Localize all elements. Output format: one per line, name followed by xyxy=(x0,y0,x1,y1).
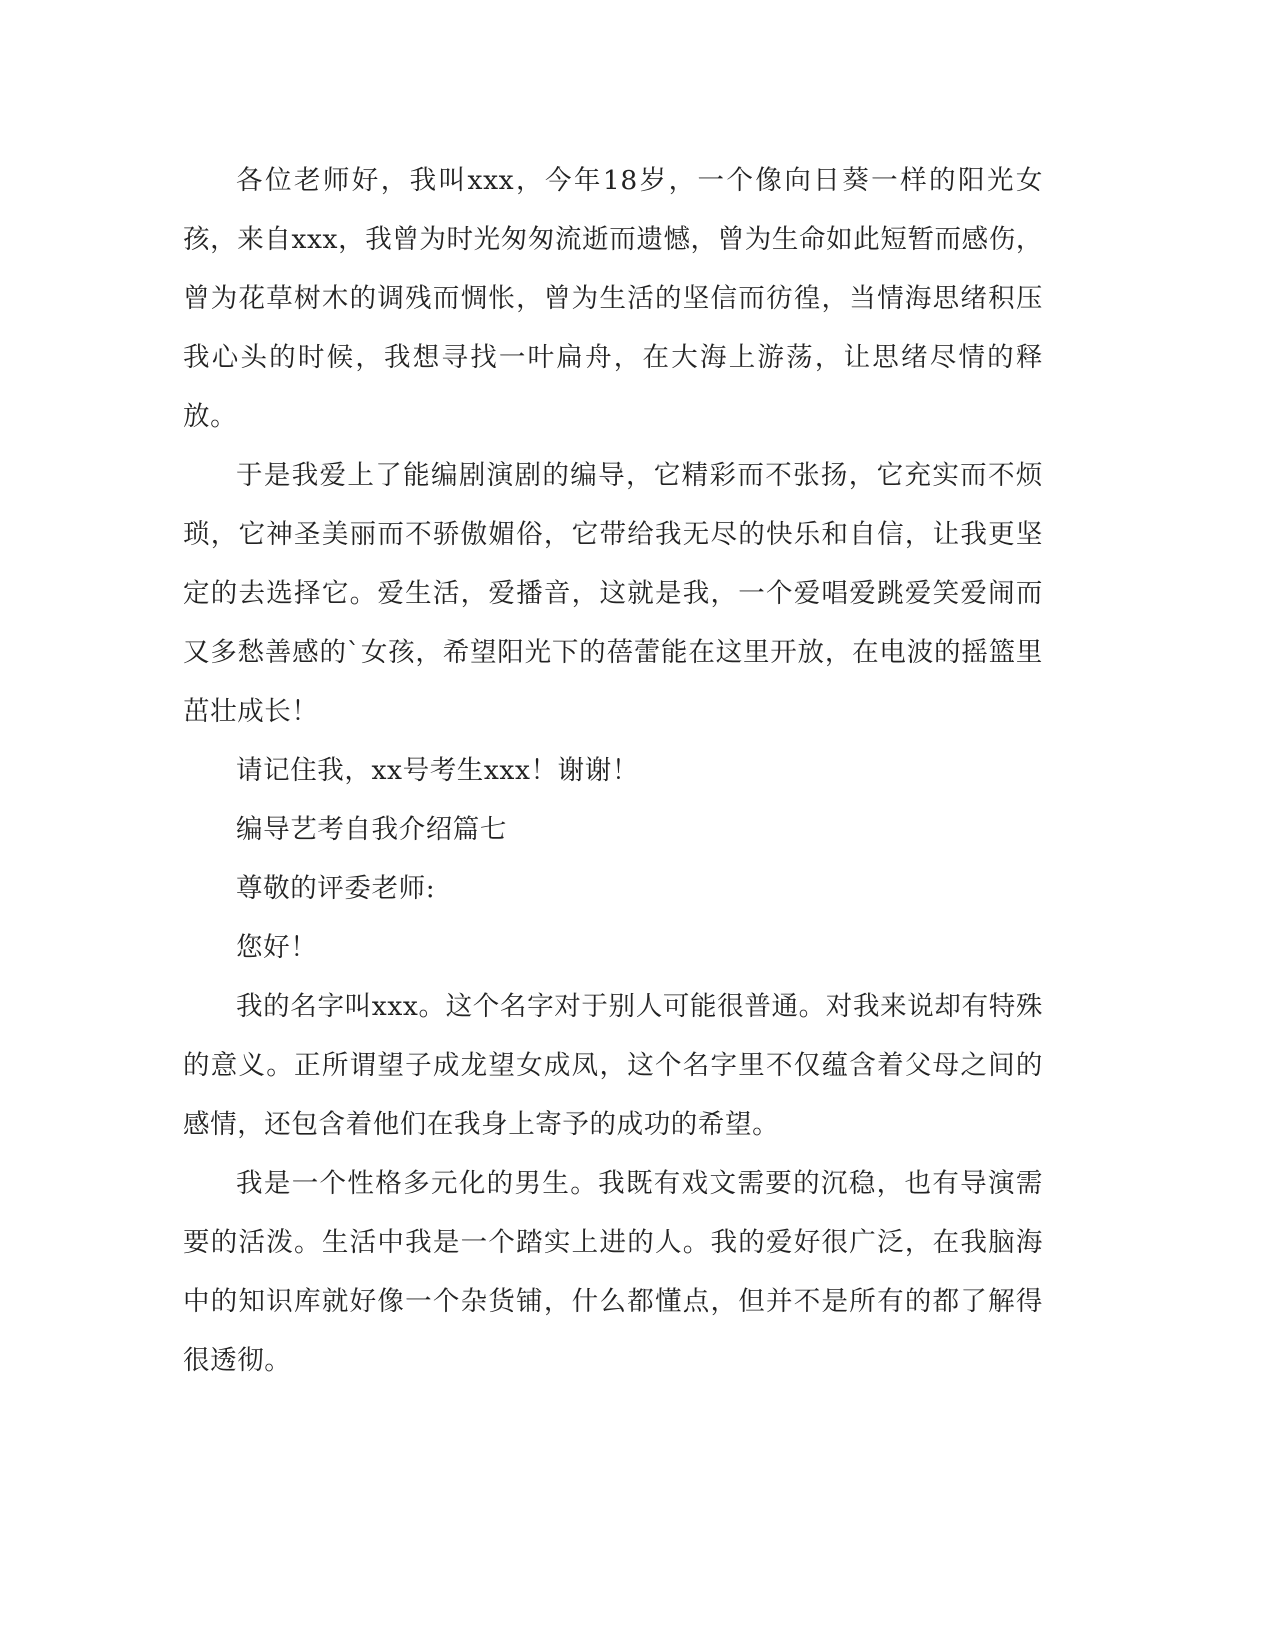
salutation: 尊敬的评委老师: xyxy=(236,873,436,904)
paragraph-remember-me: 请记住我，xx号考生xxx！谢谢！ xyxy=(236,755,639,786)
paragraph-personality: 我是一个性格多元化的男生。我既有戏文需要的沉稳，也有导演需要的活泼。生活中我是一个踏实上进的人。我的爱好很广泛，在我脑海中的知识库就好像一个杂货铺，什么都懂点，但并不是所有的都了解得很透彻。 xyxy=(183,1168,1043,1376)
greeting: 您好！ xyxy=(236,932,318,963)
paragraph-intro: 各位老师好，我叫xxx，今年18岁，一个像向日葵一样的阳光女孩，来自xxx，我曾为时光匆匆流逝而遗憾，曾为生命如此短暂而感伤，曾为花草树木的调残而惆怅，曾为生活的坚信而彷徨，当情海思绪积压我心头的时候，我想寻找一叶扁舟，在大海上游荡，让思绪尽情的释放。 xyxy=(183,165,1043,432)
section-heading: 编导艺考自我介绍篇七 xyxy=(236,814,507,845)
document-body xyxy=(183,151,1043,1390)
paragraph-name-meaning: 我的名字叫xxx。这个名字对于别人可能很普通。对我来说却有特殊的意义。正所谓望子成龙望女成凤，这个名字里不仅蕴含着父母之间的感情，还包含着他们在我身上寄予的成功的希望。 xyxy=(183,991,1043,1140)
paragraph-love-directing: 于是我爱上了能编剧演剧的编导，它精彩而不张扬，它充实而不烦琐，它神圣美丽而不骄傲媚俗，它带给我无尽的快乐和自信，让我更坚定的去选择它。爱生活，爱播音，这就是我，一个爱唱爱跳爱笑爱闹而又多愁善感的`女孩，希望阳光下的蓓蕾能在这里开放，在电波的摇篮里茁壮成长！ xyxy=(183,460,1043,727)
